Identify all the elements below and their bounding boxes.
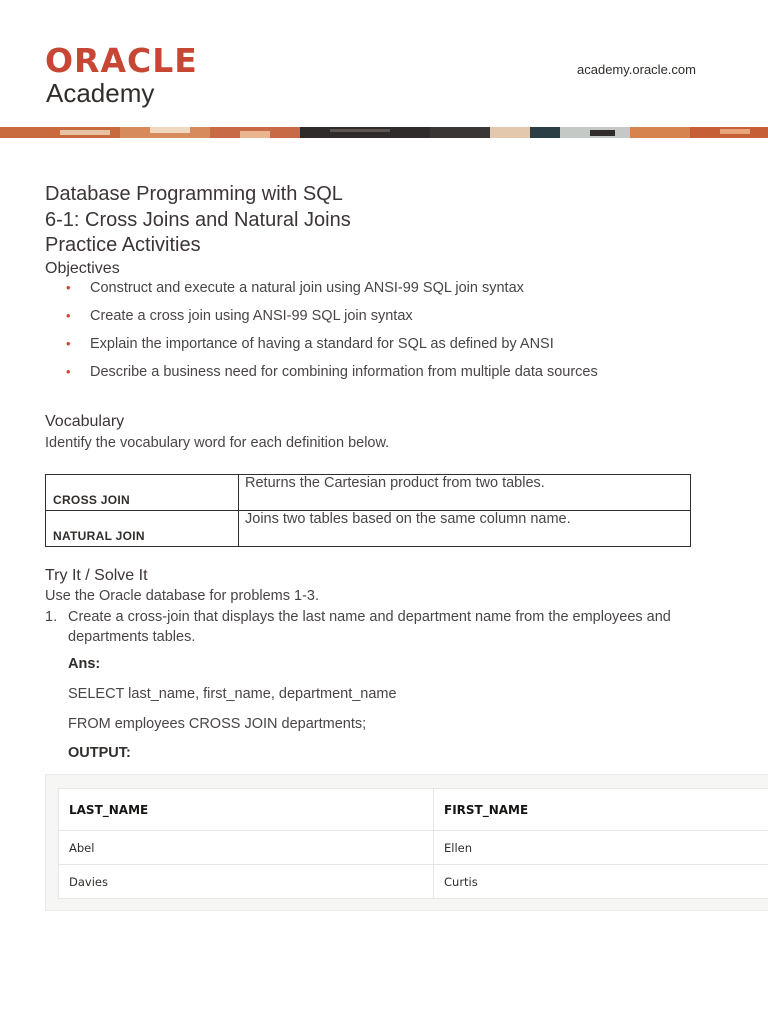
objective-text: Create a cross join using ANSI-99 SQL join syntax <box>90 308 413 324</box>
try-it-intro: Use the Oracle database for problems 1-3. <box>45 588 320 604</box>
table-header-row <box>59 789 768 831</box>
academy-logo-text: Academy <box>46 78 155 108</box>
bullet-icon: • <box>66 280 71 295</box>
sql-select-line: SELECT last_name, first_name, department_name <box>68 686 397 702</box>
table-cell: Curtis <box>434 865 768 899</box>
table-cell: Davies <box>59 865 434 899</box>
decorative-banner <box>0 127 768 138</box>
objective-text: Construct and execute a natural join using ANSI-99 SQL join syntax <box>90 280 524 296</box>
table-cell: Abel <box>59 831 434 865</box>
bullet-icon: • <box>66 336 71 351</box>
list-item <box>66 336 598 364</box>
sql-from-line: FROM employees CROSS JOIN departments; <box>68 716 367 732</box>
table-row <box>59 865 768 899</box>
objective-text: Explain the importance of having a standard for SQL as defined by ANSI <box>90 336 554 352</box>
bullet-icon: • <box>66 364 71 379</box>
list-item <box>66 308 598 336</box>
table-cell: Ellen <box>434 831 768 865</box>
problem-1 <box>45 607 705 647</box>
list-item <box>66 280 598 308</box>
column-header-last-name: LAST_NAME <box>59 789 434 831</box>
objectives-list <box>66 280 598 392</box>
column-header-first-name: FIRST_NAME <box>434 789 768 831</box>
activity-title: Practice Activities <box>45 234 201 256</box>
table-row <box>46 511 691 547</box>
answer-label: Ans: <box>68 656 101 672</box>
table-row <box>46 475 691 511</box>
course-title: Database Programming with SQL <box>45 183 343 205</box>
vocab-definition: Joins two tables based on the same column name. <box>239 511 691 547</box>
problem-text: Create a cross-join that displays the last name and department name from the employees and departments tables. <box>68 609 671 645</box>
vocab-definition: Returns the Cartesian product from two tables. <box>239 475 691 511</box>
objective-text: Describe a business need for combining information from multiple data sources <box>90 364 598 380</box>
vocabulary-intro: Identify the vocabulary word for each definition below. <box>45 435 390 451</box>
list-item <box>66 364 598 392</box>
vocab-term: NATURAL JOIN <box>46 511 239 547</box>
lesson-title: 6-1: Cross Joins and Natural Joins <box>45 208 351 231</box>
vocabulary-table <box>45 474 691 547</box>
site-url-link[interactable]: academy.oracle.com <box>577 62 696 77</box>
output-label: OUTPUT: <box>68 745 131 761</box>
output-table <box>58 788 768 899</box>
vocab-term: CROSS JOIN <box>46 475 239 511</box>
document-title <box>45 182 351 259</box>
table-row <box>59 831 768 865</box>
try-it-heading: Try It / Solve It <box>45 567 148 584</box>
objectives-heading: Objectives <box>45 260 120 277</box>
bullet-icon: • <box>66 308 71 323</box>
vocabulary-heading: Vocabulary <box>45 413 125 430</box>
problem-number: 1. <box>45 609 58 625</box>
oracle-logo: ORACLE <box>45 41 198 80</box>
